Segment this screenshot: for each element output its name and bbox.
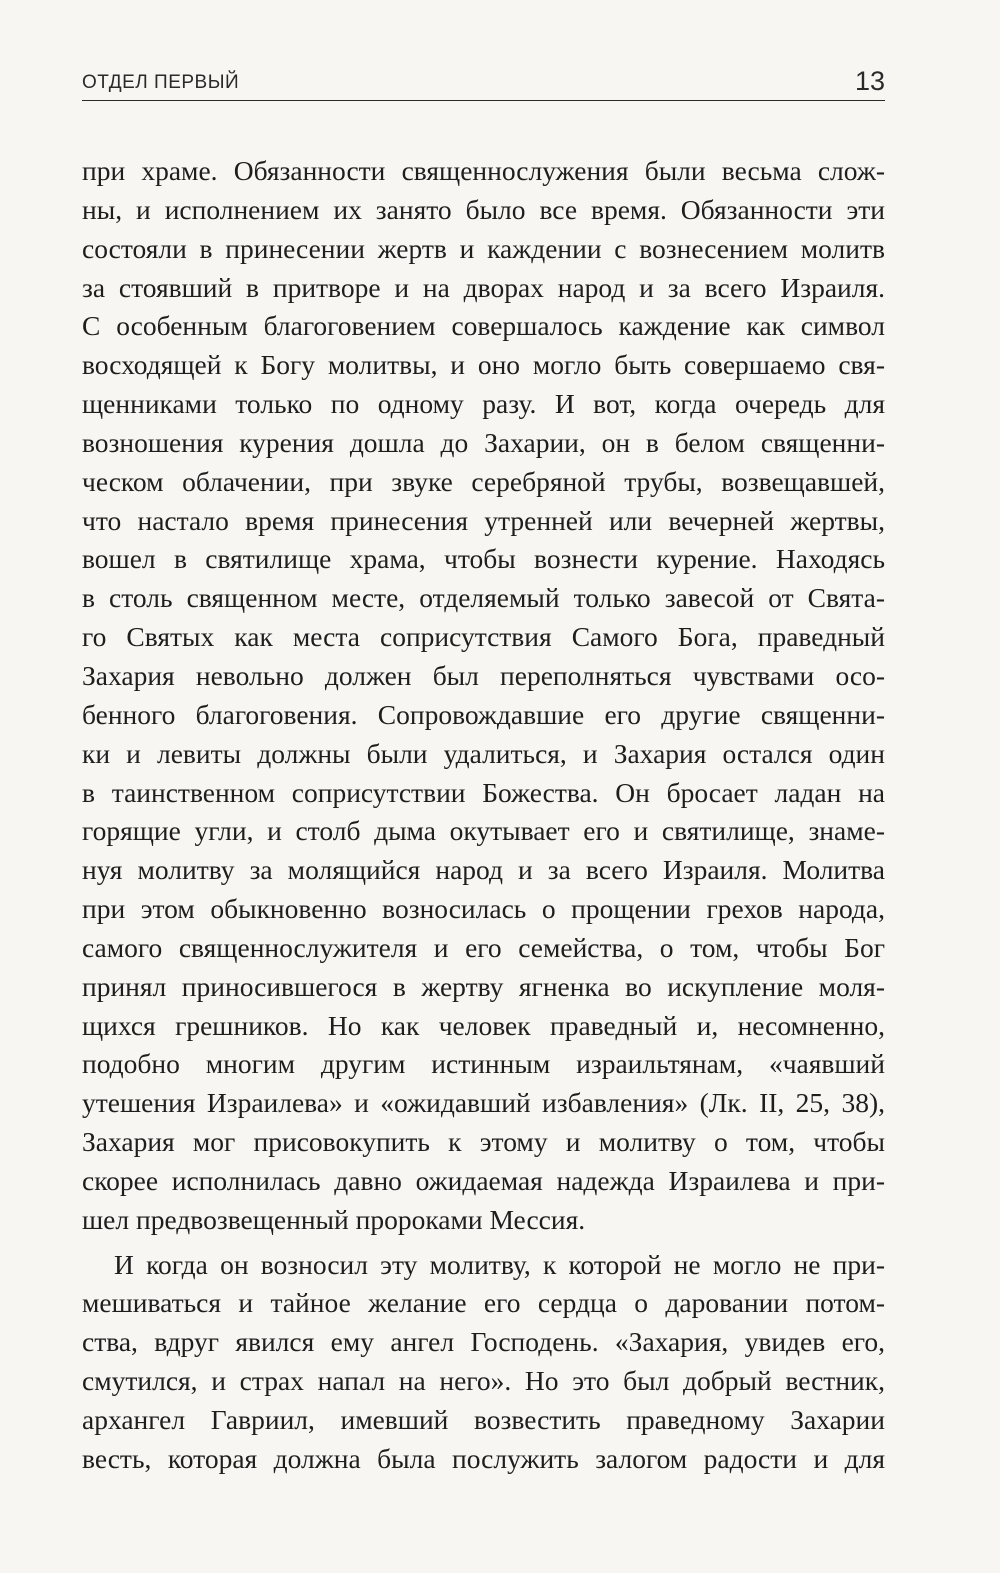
text-line: С особенным благоговением совершалось каждение как символ xyxy=(82,310,885,342)
text-line: принял приносившегося в жертву ягненка во искупление моля- xyxy=(82,970,885,1002)
text-line: архангел Гавриил, имевший возвестить праведному Захарии xyxy=(82,1404,885,1435)
text-line: щихся грешников. Но как человек праведный и, несомненно, xyxy=(82,1009,885,1041)
text-line: бенного благоговения. Сопровождавшие его другие священни- xyxy=(82,698,885,730)
text-line: восходящей к Богу молитвы, и оно могло быть совершаемо свя- xyxy=(82,349,885,381)
section-title: ОТДЕЛ ПЕРВЫЙ xyxy=(82,72,240,93)
paragraph-2 xyxy=(82,1246,885,1479)
body-text xyxy=(82,152,885,1479)
text-line: утешения Израилева» и «ожидавший избавления» (Лк. II, 25, 38), xyxy=(82,1087,885,1119)
text-line: Захария мог присовокупить к этому и молитву о том, чтобы xyxy=(82,1126,885,1158)
text-line: возношения курения дошла до Захарии, он в белом священни- xyxy=(82,426,885,458)
text-line: самого священнослужителя и его семейства, о том, чтобы Бог xyxy=(82,931,885,963)
text-line: смутился, и страх напал на него». Но это был добрый вестник, xyxy=(82,1365,885,1397)
text-line: горящие угли, и столб дыма окутывает его и святилище, знаме- xyxy=(82,815,885,847)
text-line: вошел в святилище храма, чтобы вознести курение. Находясь xyxy=(82,543,885,575)
text-line: нуя молитву за молящийся народ и за всего Израиля. Молитва xyxy=(82,854,885,886)
text-line: И когда он возносил эту молитву, к которой не могло не при- xyxy=(114,1248,885,1280)
text-line: щенниками только по одному разу. И вот, когда очередь для xyxy=(82,388,885,420)
text-line: скорее исполнилась давно ожидаемая надежда Израилева и при- xyxy=(82,1164,885,1196)
text-line: состояли в принесении жертв и каждении с вознесением молитв xyxy=(82,232,885,264)
text-line: что настало время принесения утренней или вечерней жертвы, xyxy=(82,504,885,536)
text-line: при храме. Обязанности священнослужения были весьма слож- xyxy=(82,155,885,186)
text-line: при этом обыкновенно возносилась о прощении грехов народа, xyxy=(82,893,885,925)
running-header xyxy=(82,66,885,101)
text-line: мешиваться и тайное желание его сердца о даровании потом- xyxy=(82,1287,885,1319)
text-line: подобно многим другим истинным израильтянам, «чаявший xyxy=(82,1048,885,1080)
text-line: в столь священном месте, отделяемый только завесой от Свята- xyxy=(82,582,885,614)
text-line: ческом облачении, при звуке серебряной трубы, возвещавшей, xyxy=(82,465,885,497)
paragraph-1 xyxy=(82,152,885,1240)
text-line: весть, которая должна была послужить залогом радости и для xyxy=(82,1442,885,1474)
text-line: в таинственном соприсутствии Божества. Он бросает ладан на xyxy=(82,776,885,808)
text-line: го Святых как места соприсутствия Самого Бога, праведный xyxy=(82,621,885,653)
text-line: ки и левиты должны были удалиться, и Захария остался один xyxy=(82,737,885,769)
text-line: Захария невольно должен был переполняться чувствами осо- xyxy=(82,659,885,691)
text-line: ны, и исполнением их занято было все время. Обязанности эти xyxy=(82,193,885,225)
page-number: 13 xyxy=(854,66,885,96)
text-line: шел предвозвещенный пророками Мессия. xyxy=(82,1203,586,1235)
text-line: ства, вдруг явился ему ангел Господень. «Захария, увидев его, xyxy=(82,1326,885,1358)
text-line: за стоявший в притворе и на дворах народ и за всего Израиля. xyxy=(82,271,885,303)
